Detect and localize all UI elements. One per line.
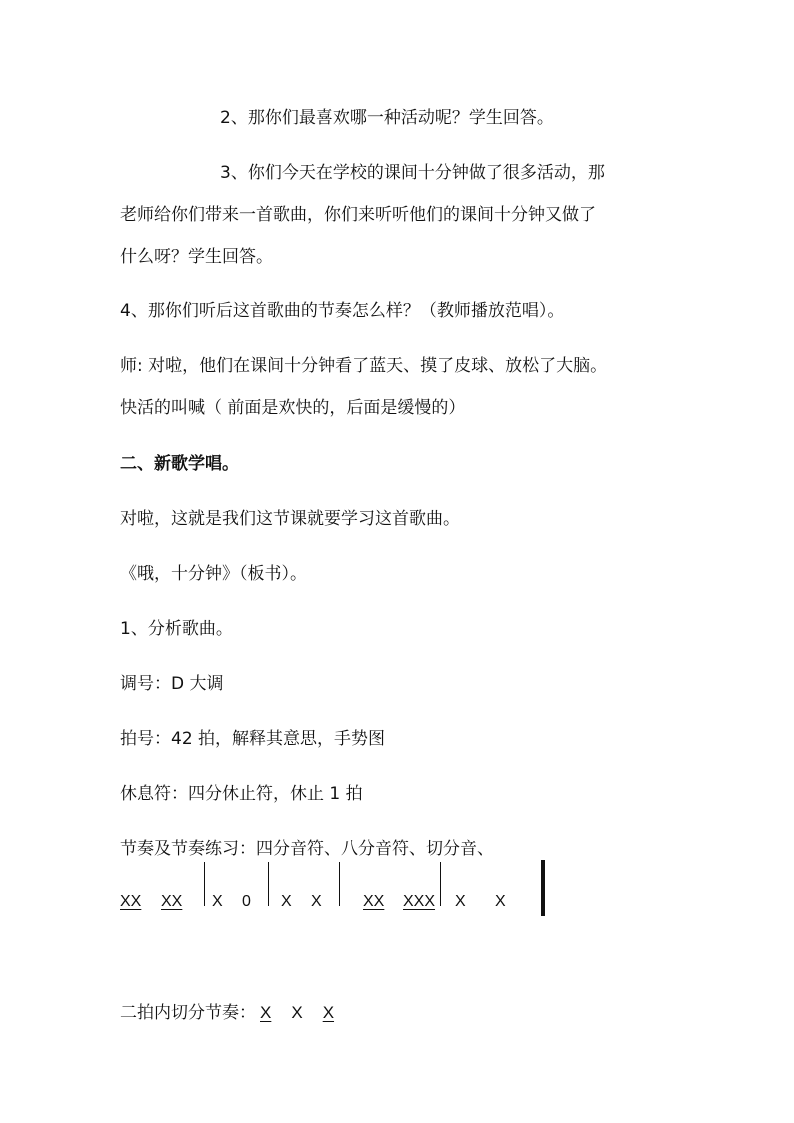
rhythm-rest: 0 — [242, 893, 251, 910]
paragraph-analyze-song: 1、分析歌曲。 — [120, 619, 233, 639]
paragraph-song-intro: 对啦，这就是我们这节课就要学习这首歌曲。 — [120, 509, 460, 529]
rhythm-note: XX — [161, 893, 183, 910]
final-bar-line — [541, 860, 545, 916]
paragraph-activity-question: 2、那你们最喜欢哪一种活动呢？学生回答。 — [220, 108, 554, 128]
paragraph-syncopation — [120, 1001, 680, 1025]
rhythm-note: X — [311, 893, 322, 910]
paragraph-teacher-line2: 快活的叫喊（ 前面是欢快的，后面是缓慢的） — [120, 398, 466, 418]
syncopation-note: X — [260, 1003, 272, 1022]
bar-line — [268, 862, 269, 906]
paragraph-ten-minutes-line3: 什么呀？学生回答。 — [120, 247, 273, 267]
bar-line — [440, 862, 441, 906]
rhythm-note: XX — [363, 893, 385, 910]
bar-line — [339, 862, 340, 906]
paragraph-rhythm-question: 4、那你们听后这首歌曲的节奏怎么样？（教师播放范唱）。 — [120, 301, 565, 321]
syncopation-note: X — [291, 1003, 303, 1022]
section-heading: 二、新歌学唱。 — [120, 454, 239, 474]
paragraph-song-title: 《哦，十分钟》（板书）。 — [120, 564, 307, 584]
rhythm-note: XXX — [403, 893, 436, 910]
syncopation-label: 二拍内切分节奏： — [120, 1003, 256, 1023]
rhythm-note: X — [495, 893, 506, 910]
bar-line — [204, 862, 205, 906]
rhythm-note: X — [281, 893, 292, 910]
syncopation-note: X — [322, 1003, 335, 1022]
rhythm-note: X — [212, 893, 223, 910]
paragraph-key-signature: 调号：D 大调 — [120, 674, 224, 694]
paragraph-rhythm-practice: 节奏及节奏练习：四分音符、八分音符、切分音、 — [120, 839, 494, 859]
paragraph-time-signature: 拍号：42 拍，解释其意思，手势图 — [120, 729, 386, 749]
paragraph-rest: 休息符：四分休止符，休止 1 拍 — [120, 784, 363, 804]
paragraph-ten-minutes-line1: 3、你们今天在学校的课间十分钟做了很多活动，那 — [220, 163, 605, 183]
paragraph-ten-minutes-line2: 老师给你们带来一首歌曲，你们来听听他们的课间十分钟又做了 — [120, 205, 596, 225]
paragraph-teacher-line1: 师: 对啦，他们在课间十分钟看了蓝天、摸了皮球、放松了大脑。 — [120, 356, 608, 376]
rhythm-note: X — [455, 893, 466, 910]
rhythm-note: XX — [120, 893, 142, 910]
